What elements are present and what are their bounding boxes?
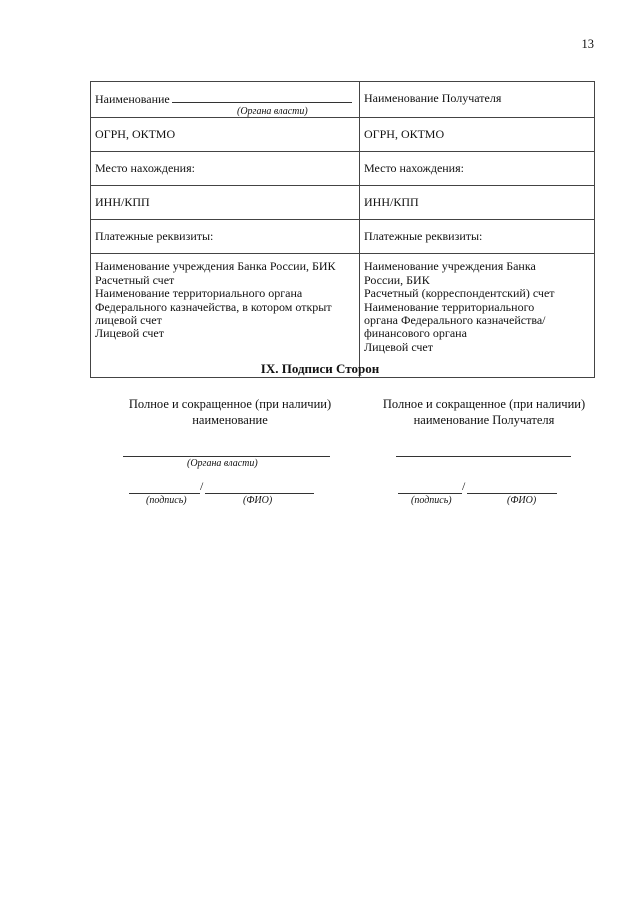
table-row [91,186,595,220]
grantor-name-line [172,92,352,103]
section-title: IX. Подписи Сторон [260,361,380,376]
recipient-slash: / [462,479,466,493]
table-cell [91,82,360,118]
grantor-fio-line [205,493,314,494]
table-cell: ИНН/КПП [360,186,595,220]
table-cell: Место нахождения: [360,152,595,186]
grantor-name-caption: (Органа власти) [187,458,258,469]
recipient-signature-heading: Полное и сокращенное (при наличии) наименование Получателя [382,397,586,427]
table-row [91,82,595,118]
table-cell: Платежные реквизиты: [360,220,595,254]
table-cell [360,254,595,378]
grantor-slash: / [200,479,204,493]
table-row [91,118,595,152]
table-row [91,254,595,378]
grantor-signature-heading: Полное и сокращенное (при наличии) наименование [128,397,332,427]
table-cell [360,82,595,118]
table-row [91,220,595,254]
grantor-name-line [123,456,330,457]
recipient-signature-line [398,493,462,494]
table-cell: Платежные реквизиты: [91,220,360,254]
grantor-fio-caption: (ФИО) [243,495,273,506]
requisites-table [90,81,595,378]
recipient-bank-details: Наименование учреждения Банка России, БИК Расчетный (корреспондентский) счет Наименование территориального органа Федерального казначейства/ финансового органа Лицевой счет [364,259,555,354]
grantor-name-caption: (Органа власти) [237,106,308,118]
page-number: 13 [581,37,594,51]
recipient-fio-line [467,493,557,494]
recipient-name-label: Наименование Получателя [364,91,502,105]
table-cell: ОГРН, ОКТМО [360,118,595,152]
recipient-fio-caption: (ФИО) [507,495,537,506]
grantor-signature-line [129,493,200,494]
recipient-name-line [396,456,571,457]
table-cell: ИНН/КПП [91,186,360,220]
table-cell [91,254,360,378]
grantor-name-label: Наименование [95,92,170,106]
grantor-bank-details: Наименование учреждения Банка России, БИК Расчетный счет Наименование территориального органа Федерального казначейства, в котором открыт лицевой счет Лицевой счет [95,259,336,341]
grantor-signature-caption: (подпись) [146,495,187,506]
recipient-signature-caption: (подпись) [411,495,452,506]
table-row [91,152,595,186]
table-cell: ОГРН, ОКТМО [91,118,360,152]
table-cell: Место нахождения: [91,152,360,186]
